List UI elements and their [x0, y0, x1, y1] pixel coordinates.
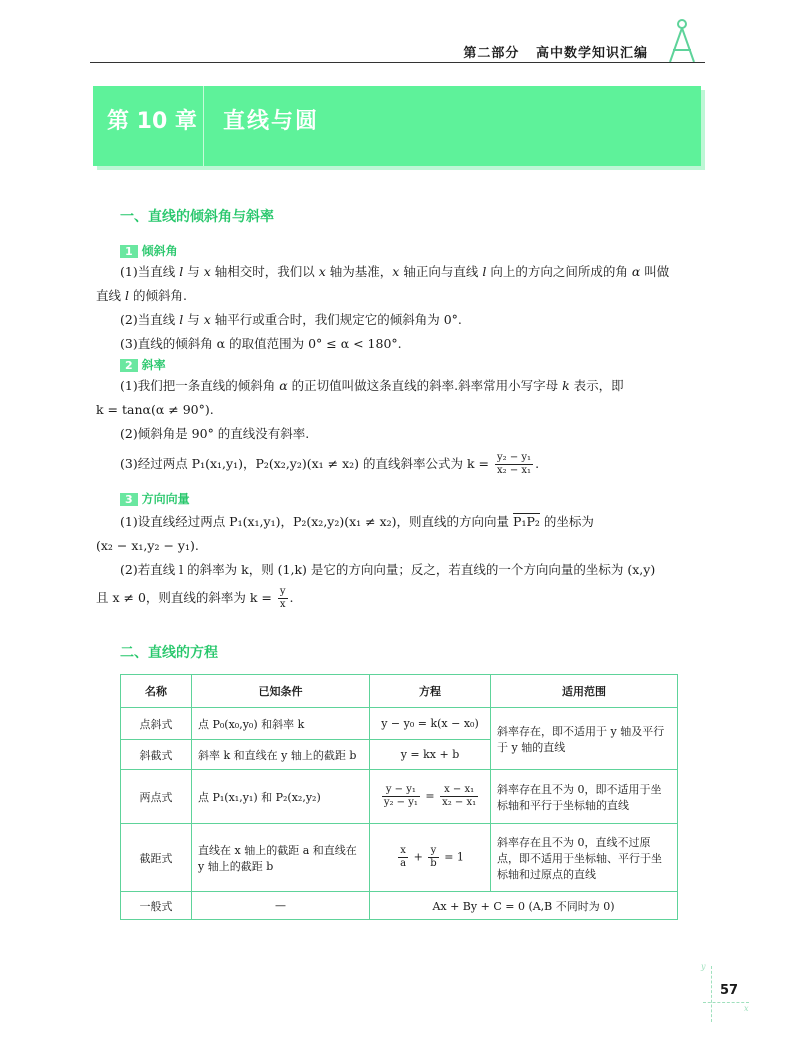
axis-label-x: x [744, 1004, 749, 1013]
section1-title: 一、直线的倾斜角与斜率 [120, 209, 274, 225]
axis-label-y: y [701, 962, 706, 971]
header-part: 第二部分 [463, 46, 520, 61]
chapter-banner [93, 86, 701, 166]
chapter-divider [203, 86, 204, 166]
table-row: 一般式 — Ax + By + C = 0 (A,B 不同时为 0) [121, 892, 678, 920]
table-row: 点斜式 点 P₀(x₀,y₀) 和斜率 k y − y₀ = k(x − x₀) 斜率存在，即不适用于 y 轴及平行于 y 轴的直线 [121, 708, 678, 740]
compass-icon [662, 14, 702, 66]
paragraph-inclination-1: (1)当直线 l 与 x 轴相交时，我们以 x 轴为基准，x 轴正向与直线 l 向上的方向之间所成的角 α 叫做 直线 l 的倾斜角. (2)当直线 l 与 x 轴平行或重合时，我们规定它的倾斜角为 0°. (3)直线的倾斜角 α 的取值范围为 0° ≤ α < 180°. [96, 264, 670, 351]
slope-formula: $\frac{\text{y₂ − y₁}}{\text{x₂ − x₁}}$ [497, 452, 532, 476]
table-row: 两点式 点 P₁(x₁,y₁) 和 P₂(x₂,y₂) $\frac{\text{y − y₁}}{\text{y₂ − y₁}}$ = $\frac{\text{x − x₁}}{\text{x₂ − x₁}}$ 斜率存在且不为 0，即不适用于坐标轴和平行于坐标轴的直线 [121, 770, 678, 824]
subhead-number: 1 [120, 245, 138, 258]
table-header: 名称 已知条件 方程 适用范围 [121, 675, 678, 708]
subhead-direction-vector [120, 490, 190, 507]
subhead-number: 2 [120, 359, 138, 372]
table-row: 截距式 直线在 x 轴上的截距 a 和直线在 y 轴上的截距 b $\frac{x}{a}$ + $\frac{y}{b}$ = 1 斜率存在且不为 0，直线不过原点，即不适用于坐标轴、平行于坐标轴和过原点的直线 [121, 824, 678, 892]
subhead-number: 3 [120, 493, 138, 506]
subhead-slope [120, 356, 166, 373]
running-header [463, 42, 648, 61]
chapter-number: 第 10 章 [107, 109, 197, 134]
subhead-inclination [120, 242, 178, 259]
subhead-title: 方向向量 [141, 492, 190, 506]
header-title: 高中数学知识汇编 [535, 46, 648, 61]
axis-decoration [703, 1002, 749, 1004]
paragraph-direction-vector: (1)设直线经过两点 P₁(x₁,y₁)，P₂(x₂,y₂)(x₁ ≠ x₂)，则直线的方向向量 P₁P₂ 的坐标为 (x₂ − x₁,y₂ − y₁). (2)若直线 l 的斜率为 k，则 (1,k) 是它的方向向量；反之，若直线的一个方向向量的坐标为 (x,y) 且 x ≠ 0，则直线的斜率为 k = $\frac{y}{x}$ . [96, 514, 656, 610]
subhead-title: 倾斜角 [141, 244, 178, 258]
axis-decoration [711, 966, 713, 1022]
subhead-title: 斜率 [141, 358, 166, 372]
section2-title: 二、直线的方程 [120, 645, 218, 661]
chapter-title: 直线与圆 [223, 109, 320, 134]
table-row: 斜截式 斜率 k 和直线在 y 轴上的截距 b y = kx + b [121, 740, 678, 770]
page-number: 57 [720, 983, 739, 998]
slope-from-vector: $\frac{y}{x}$ [279, 586, 286, 610]
header-rule [90, 62, 705, 63]
line-equations-table [120, 674, 678, 920]
paragraph-slope: (1)我们把一条直线的倾斜角 α 的正切值叫做这条直线的斜率.斜率常用小写字母 k 表示，即 k = tanα(α ≠ 90°). (2)倾斜角是 90° 的直线没有斜率. (3)经过两点 P₁(x₁,y₁)，P₂(x₂,y₂)(x₁ ≠ x₂) 的直线斜率公式为 k = $\frac{\text{y₂ − y₁}}{\text{x₂ − x₁}}$ . [96, 378, 624, 476]
